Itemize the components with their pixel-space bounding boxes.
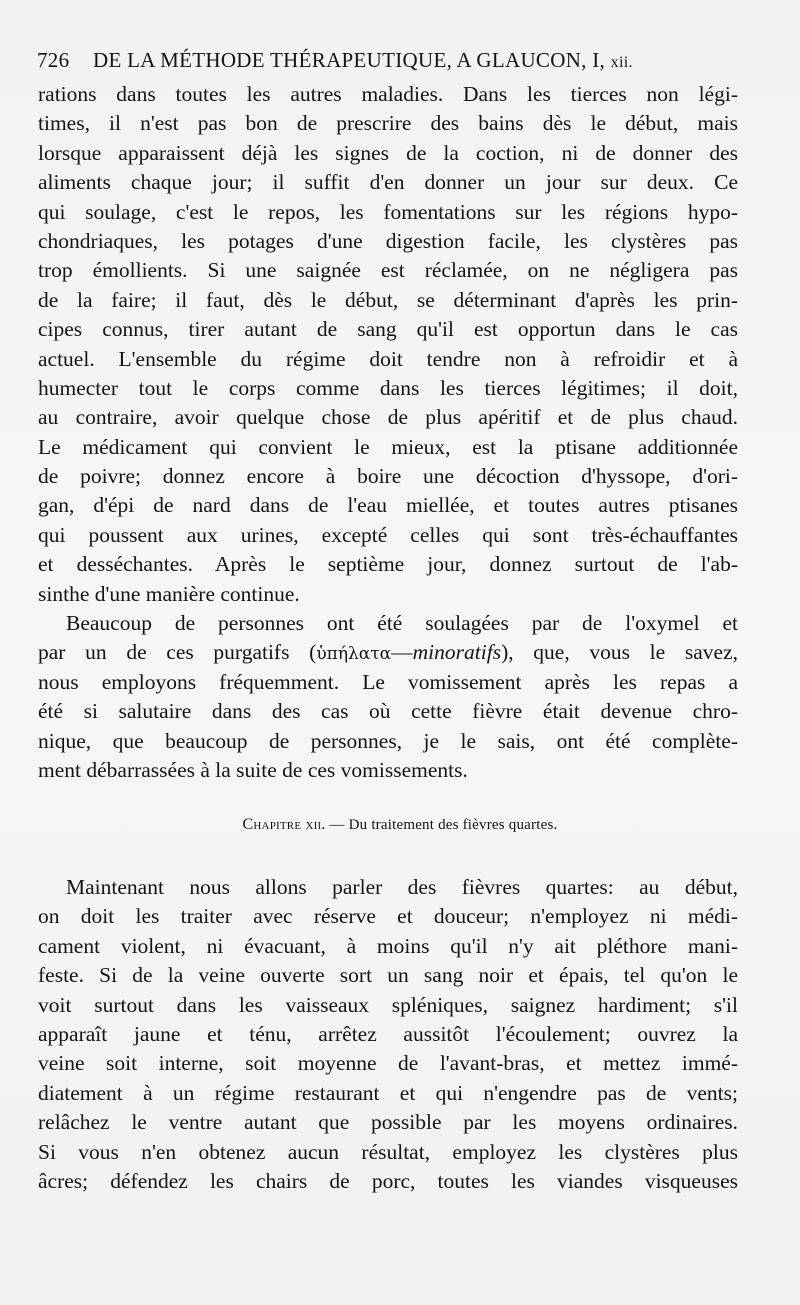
text-line: et desséchantes. Après le septième jour, donnez surtout de l'ab- <box>38 552 738 577</box>
dash: — <box>391 640 413 665</box>
text-line: qui soulage, c'est le repos, les fomentations sur les régions hypo- <box>38 199 738 224</box>
text-line: relâchez le ventre autant que possible par les moyens ordinaires. <box>38 1110 738 1135</box>
text-line: de la faire; il faut, dès le début, se déterminant d'après les prin- <box>38 287 738 312</box>
page-number: 726 <box>37 48 70 72</box>
text-line: Maintenant nous allons parler des fièvres quartes: au début, <box>66 875 738 899</box>
text-line: sinthe d'une manière continue. <box>38 581 300 606</box>
text-line: humecter tout le corps comme dans les tierces légitimes; il doit, <box>38 375 738 400</box>
text-line: Si vous n'en obtenez aucun résultat, employez les clystères plus <box>38 1139 738 1164</box>
chapter-heading <box>0 816 800 834</box>
text-line: Le médicament qui convient le mieux, est la ptisane additionnée <box>38 434 738 459</box>
text-line: cament violent, ni évacuant, à moins qu'il n'y ait pléthore mani- <box>38 933 738 958</box>
line-fragment: par un de ces purgatifs ( <box>38 640 317 665</box>
text-line: lorsque apparaissent déjà les signes de la coction, ni de donner des <box>38 140 738 165</box>
text-line: feste. Si de la veine ouverte sort un sang noir et épais, tel qu'on le <box>38 963 738 988</box>
latin-term: minoratifs <box>412 640 502 665</box>
text-line: diatement à un régime restaurant et qui n'engendre pas de vents; <box>38 1080 738 1105</box>
text-line: chondriaques, les potages d'une digestion facile, les clystères pas <box>38 228 738 253</box>
running-title: DE LA MÉTHODE THÉRAPEUTIQUE, A GLAUCON, I, <box>93 48 606 72</box>
text-line: veine soit interne, soit moyenne de l'avant-bras, et mettez immé- <box>38 1051 738 1076</box>
text-line: de poivre; donnez encore à boire une décoction d'hyssope, d'ori- <box>38 464 738 489</box>
paragraph-1 <box>38 80 738 609</box>
text-line-greek <box>38 638 738 667</box>
paragraph-3 <box>38 873 738 1196</box>
paragraph-2 <box>38 609 738 785</box>
text-line: Beaucoup de personnes ont été soulagées par de l'oxymel et <box>66 611 738 636</box>
text-line: cipes connus, tirer autant de sang qu'il est opportun dans le cas <box>38 317 738 342</box>
text-line: âcres; défendez les chairs de porc, toutes les viandes visqueuses <box>38 1168 738 1193</box>
text-line: trop émollients. Si une saignée est réclamée, on ne négligera pas <box>38 258 738 283</box>
text-line: voit surtout dans les vaisseaux spléniques, saignez hardiment; s'il <box>38 992 738 1017</box>
chapter-reference: xii. <box>610 54 633 71</box>
line-fragment: ), que, vous le savez, <box>501 640 738 665</box>
text-line: actuel. L'ensemble du régime doit tendre non à refroidir et à <box>38 346 738 371</box>
text-line: qui poussent aux urines, excepté celles qui sont très-échauffantes <box>38 522 738 547</box>
text-line: été si salutaire dans des cas où cette fièvre était devenue chro- <box>38 699 738 724</box>
text-line: nous employons fréquemment. Le vomissement après les repas a <box>38 669 738 694</box>
chapter-title: — Du traitement des fièvres quartes. <box>325 817 558 833</box>
text-line: gan, d'épi de nard dans de l'eau miellée, et toutes autres ptisanes <box>38 493 738 518</box>
text-line: nique, que beaucoup de personnes, je le sais, ont été complète- <box>38 728 738 753</box>
chapter-label: Chapitre xii. <box>242 816 326 833</box>
running-header <box>37 44 737 80</box>
text-line: rations dans toutes les autres maladies. Dans les tierces non légi- <box>38 82 738 106</box>
text-line: apparaît jaune et ténu, arrêtez aussitôt l'écoulement; ouvrez la <box>38 1021 738 1046</box>
text-line: ment débarrassées à la suite de ces vomissements. <box>38 757 468 782</box>
text-line: on doit les traiter avec réserve et douceur; n'employez ni médi- <box>38 904 738 929</box>
text-line: times, il n'est pas bon de prescrire des bains dès le début, mais <box>38 111 738 136</box>
text-line: aliments chaque jour; il suffit d'en donner un jour sur deux. Ce <box>38 170 738 195</box>
text-line: au contraire, avoir quelque chose de plus apéritif et de plus chaud. <box>38 405 738 430</box>
running-title-wrap <box>93 48 633 73</box>
greek-term: ὑπήλατα <box>316 644 392 665</box>
main-text <box>38 80 738 785</box>
